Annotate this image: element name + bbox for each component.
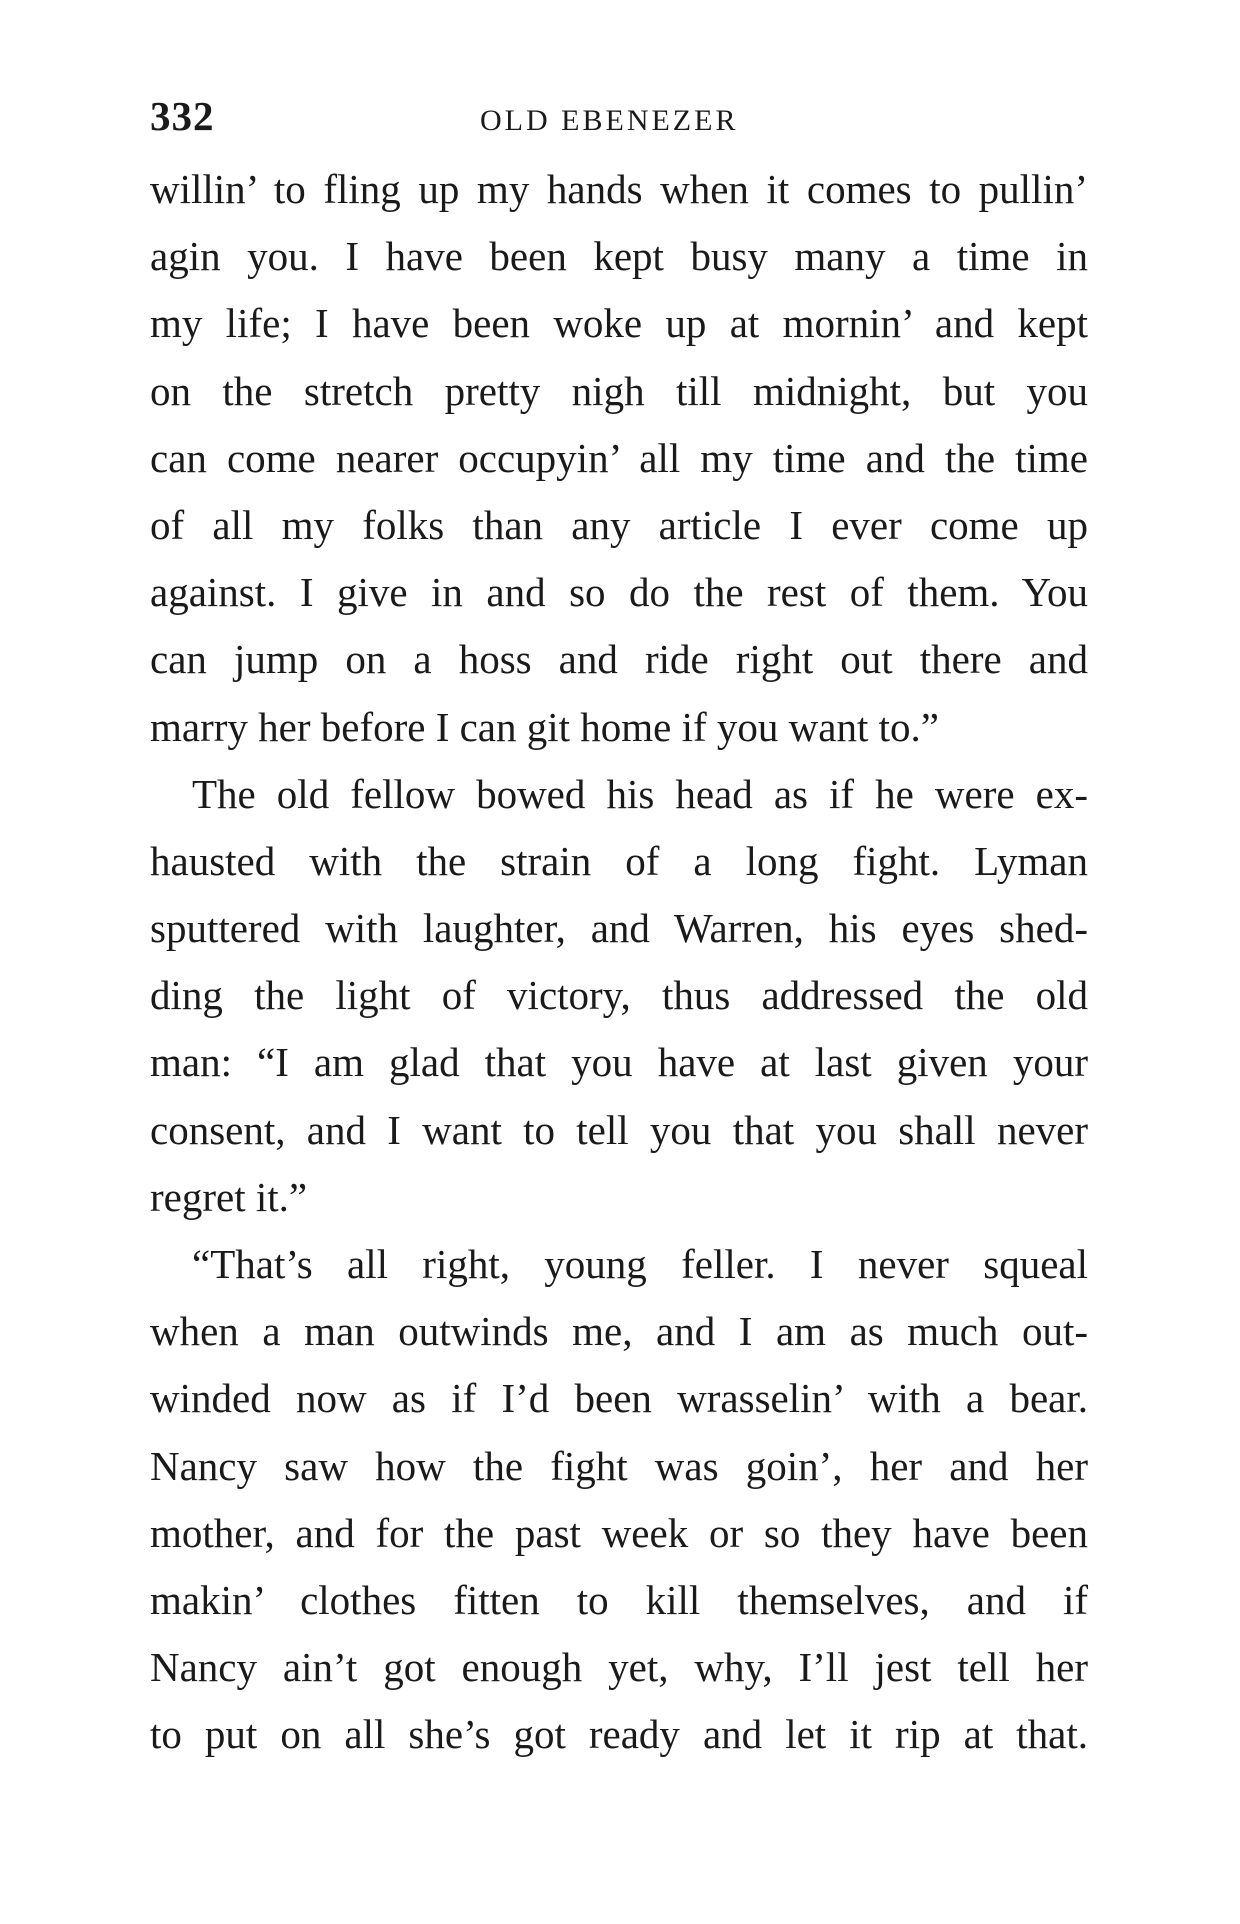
text-line: marry her before I can git home if you want to.” — [150, 703, 939, 750]
text-line: can come nearer occupyin’ all my time and the time — [150, 434, 1088, 481]
text-line: on the stretch pretty nigh till midnight, but you — [150, 367, 1088, 414]
text-line: to put on all she’s got ready and let it rip at that. — [150, 1711, 1088, 1758]
running-title: OLD EBENEZER — [480, 104, 739, 137]
text-line: ding the light of victory, thus addressed the old — [150, 972, 1088, 1019]
paragraph-start-line: The old fellow bowed his head as if he were ex- — [192, 770, 1088, 817]
text-line: Nancy ain’t got enough yet, why, I’ll jest tell her — [150, 1644, 1088, 1691]
text-line: of all my folks than any article I ever come up — [150, 501, 1088, 548]
text-line: makin’ clothes fitten to kill themselves, and if — [150, 1576, 1088, 1623]
text-line: willin’ to fling up my hands when it comes to pullin’ — [150, 166, 1088, 212]
text-line: can jump on a hoss and ride right out there and — [150, 636, 1088, 683]
text-line: regret it.” — [150, 1173, 308, 1220]
text-line: Nancy saw how the fight was goin’, her and her — [150, 1442, 1088, 1489]
text-line: man: “I am glad that you have at last given your — [150, 1039, 1088, 1086]
paragraph-start-line: “That’s all right, young feller. I never squeal — [192, 1241, 1088, 1287]
text-line: hausted with the strain of a long fight. Lyman — [150, 837, 1088, 884]
text-line: agin you. I have been kept busy many a time in — [150, 233, 1088, 280]
page-number: 332 — [150, 93, 215, 139]
text-line: against. I give in and so do the rest of them. You — [150, 569, 1088, 616]
text-line: consent, and I want to tell you that you shall never — [150, 1106, 1088, 1153]
text-line: when a man outwinds me, and I am as much out- — [150, 1308, 1088, 1355]
running-head — [150, 86, 1088, 146]
body-text — [150, 156, 1088, 1769]
text-line: sputtered with laughter, and Warren, his eyes shed- — [150, 905, 1088, 952]
text-line: winded now as if I’d been wrasselin’ with a bear. — [150, 1375, 1088, 1422]
text-line: mother, and for the past week or so they have been — [150, 1509, 1088, 1556]
text-line: my life; I have been woke up at mornin’ and kept — [150, 300, 1088, 347]
